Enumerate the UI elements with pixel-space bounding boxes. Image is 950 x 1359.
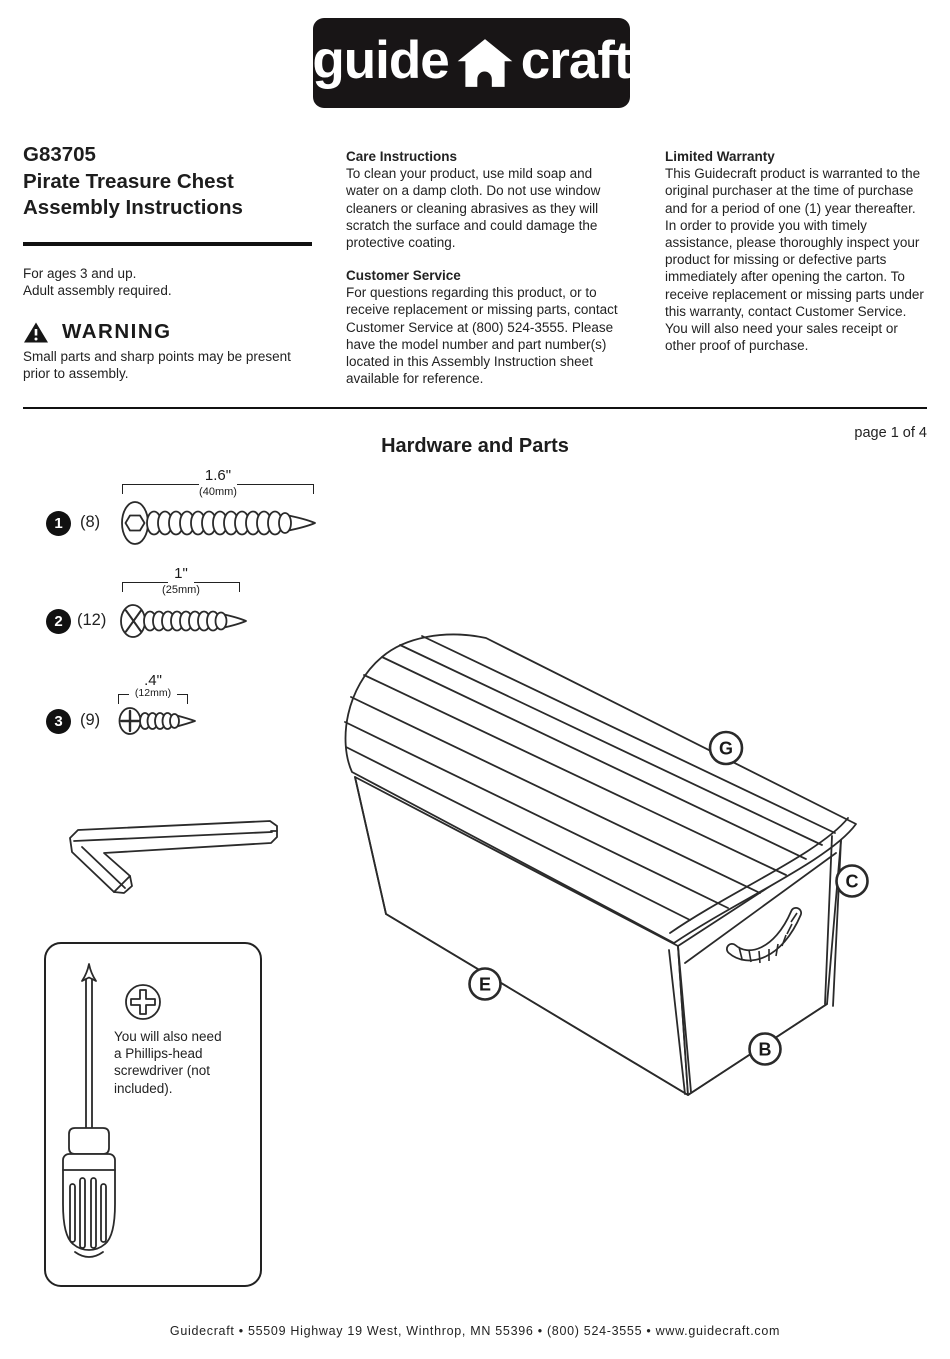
document-title xyxy=(23,142,323,222)
page-indicator: page 1 of 4 xyxy=(854,425,927,441)
phillips-screw-small-icon xyxy=(118,703,198,739)
care-body: To clean your product, use mild soap and water on a damp cloth. Do not use window cleaners or cleaning abrasives as they will scratch the surface and could damage the protective coating. xyxy=(346,166,601,251)
screw3-length-mm: (12mm) xyxy=(134,687,172,699)
part-label-E xyxy=(470,969,501,1000)
screw3-quantity: (9) xyxy=(80,711,101,729)
warning-row xyxy=(23,320,172,344)
screw2-length-in: 1" xyxy=(174,565,188,582)
customer-service-heading: Customer Service xyxy=(346,268,461,283)
house-icon xyxy=(456,35,514,91)
screw1-length-in: 1.6" xyxy=(204,467,232,484)
screw2-length-mm: (25mm) xyxy=(162,584,200,596)
title-line-2: Assembly Instructions xyxy=(23,196,243,219)
warning-triangle-icon xyxy=(23,321,49,344)
part-label-G xyxy=(710,732,742,764)
screw2-quantity: (12) xyxy=(77,611,107,629)
phillips-screw-icon xyxy=(120,601,250,641)
age-note: For ages 3 and up. xyxy=(23,266,137,281)
item-number-badge-3: 3 xyxy=(46,709,71,734)
logo-word-craft: craft xyxy=(520,30,631,90)
svg-text:B: B xyxy=(758,1039,772,1060)
svg-text:C: C xyxy=(845,871,859,892)
item-number-badge-2: 2 xyxy=(46,609,71,634)
model-number: G83705 xyxy=(23,143,96,166)
title-line-1: Pirate Treasure Chest xyxy=(23,169,234,193)
guidecraft-logo xyxy=(313,18,630,108)
footer-contact-line: Guidecraft • 55509 Highway 19 West, Winthrop, MN 55396 • (800) 524-3555 • www.guidecraft.com xyxy=(169,1324,781,1338)
warning-label: WARNING xyxy=(62,320,172,343)
screwdriver-icon xyxy=(55,958,155,1278)
screw1-quantity: (8) xyxy=(80,513,101,531)
tool-note: You will also need a Phillips-head screwdriver (not included). xyxy=(114,1029,222,1096)
logo-word-guide: guide xyxy=(312,30,449,90)
warranty-heading: Limited Warranty xyxy=(665,149,775,164)
limited-warranty-block xyxy=(665,148,928,354)
svg-text:G: G xyxy=(718,738,734,759)
care-instructions-block xyxy=(346,148,624,251)
warranty-body: This Guidecraft product is warranted to the original purchaser at the time of purchase and for a period of one (1) year thereafter. In order to provide you with timely assistance, please thoroughly inspect your product for missing or defective parts immediately after opening the carton. To receive replacement or missing parts under this warranty, contact Customer Service. You will also need your sales receipt or other proof of purchase. xyxy=(665,166,924,354)
allen-key-icon xyxy=(62,812,302,904)
svg-text:E: E xyxy=(478,974,492,995)
age-notes xyxy=(23,265,315,299)
title-rule xyxy=(23,242,312,246)
care-heading: Care Instructions xyxy=(346,149,458,164)
assembly-note: Adult assembly required. xyxy=(23,283,172,299)
screw1-length-mm: (40mm) xyxy=(199,486,237,498)
part-label-B xyxy=(750,1034,781,1065)
section-title: Hardware and Parts xyxy=(381,435,569,457)
item-number-badge-1: 1 xyxy=(46,511,71,536)
treasure-chest-illustration xyxy=(338,625,893,1110)
customer-service-block xyxy=(346,267,632,387)
part-label-C xyxy=(837,866,868,897)
section-divider xyxy=(23,407,927,409)
hex-socket-screw-icon xyxy=(120,495,320,551)
warning-text: Small parts and sharp points may be present prior to assembly. xyxy=(23,349,291,382)
customer-service-body: For questions regarding this product, or to receive replacement or missing parts, contact Customer Service at (800) 524-3555. Please have the model number and part number(s) located in this Assembly Instruction sheet available for reference. xyxy=(346,285,618,387)
screw3-length-in: .4" xyxy=(144,672,162,689)
